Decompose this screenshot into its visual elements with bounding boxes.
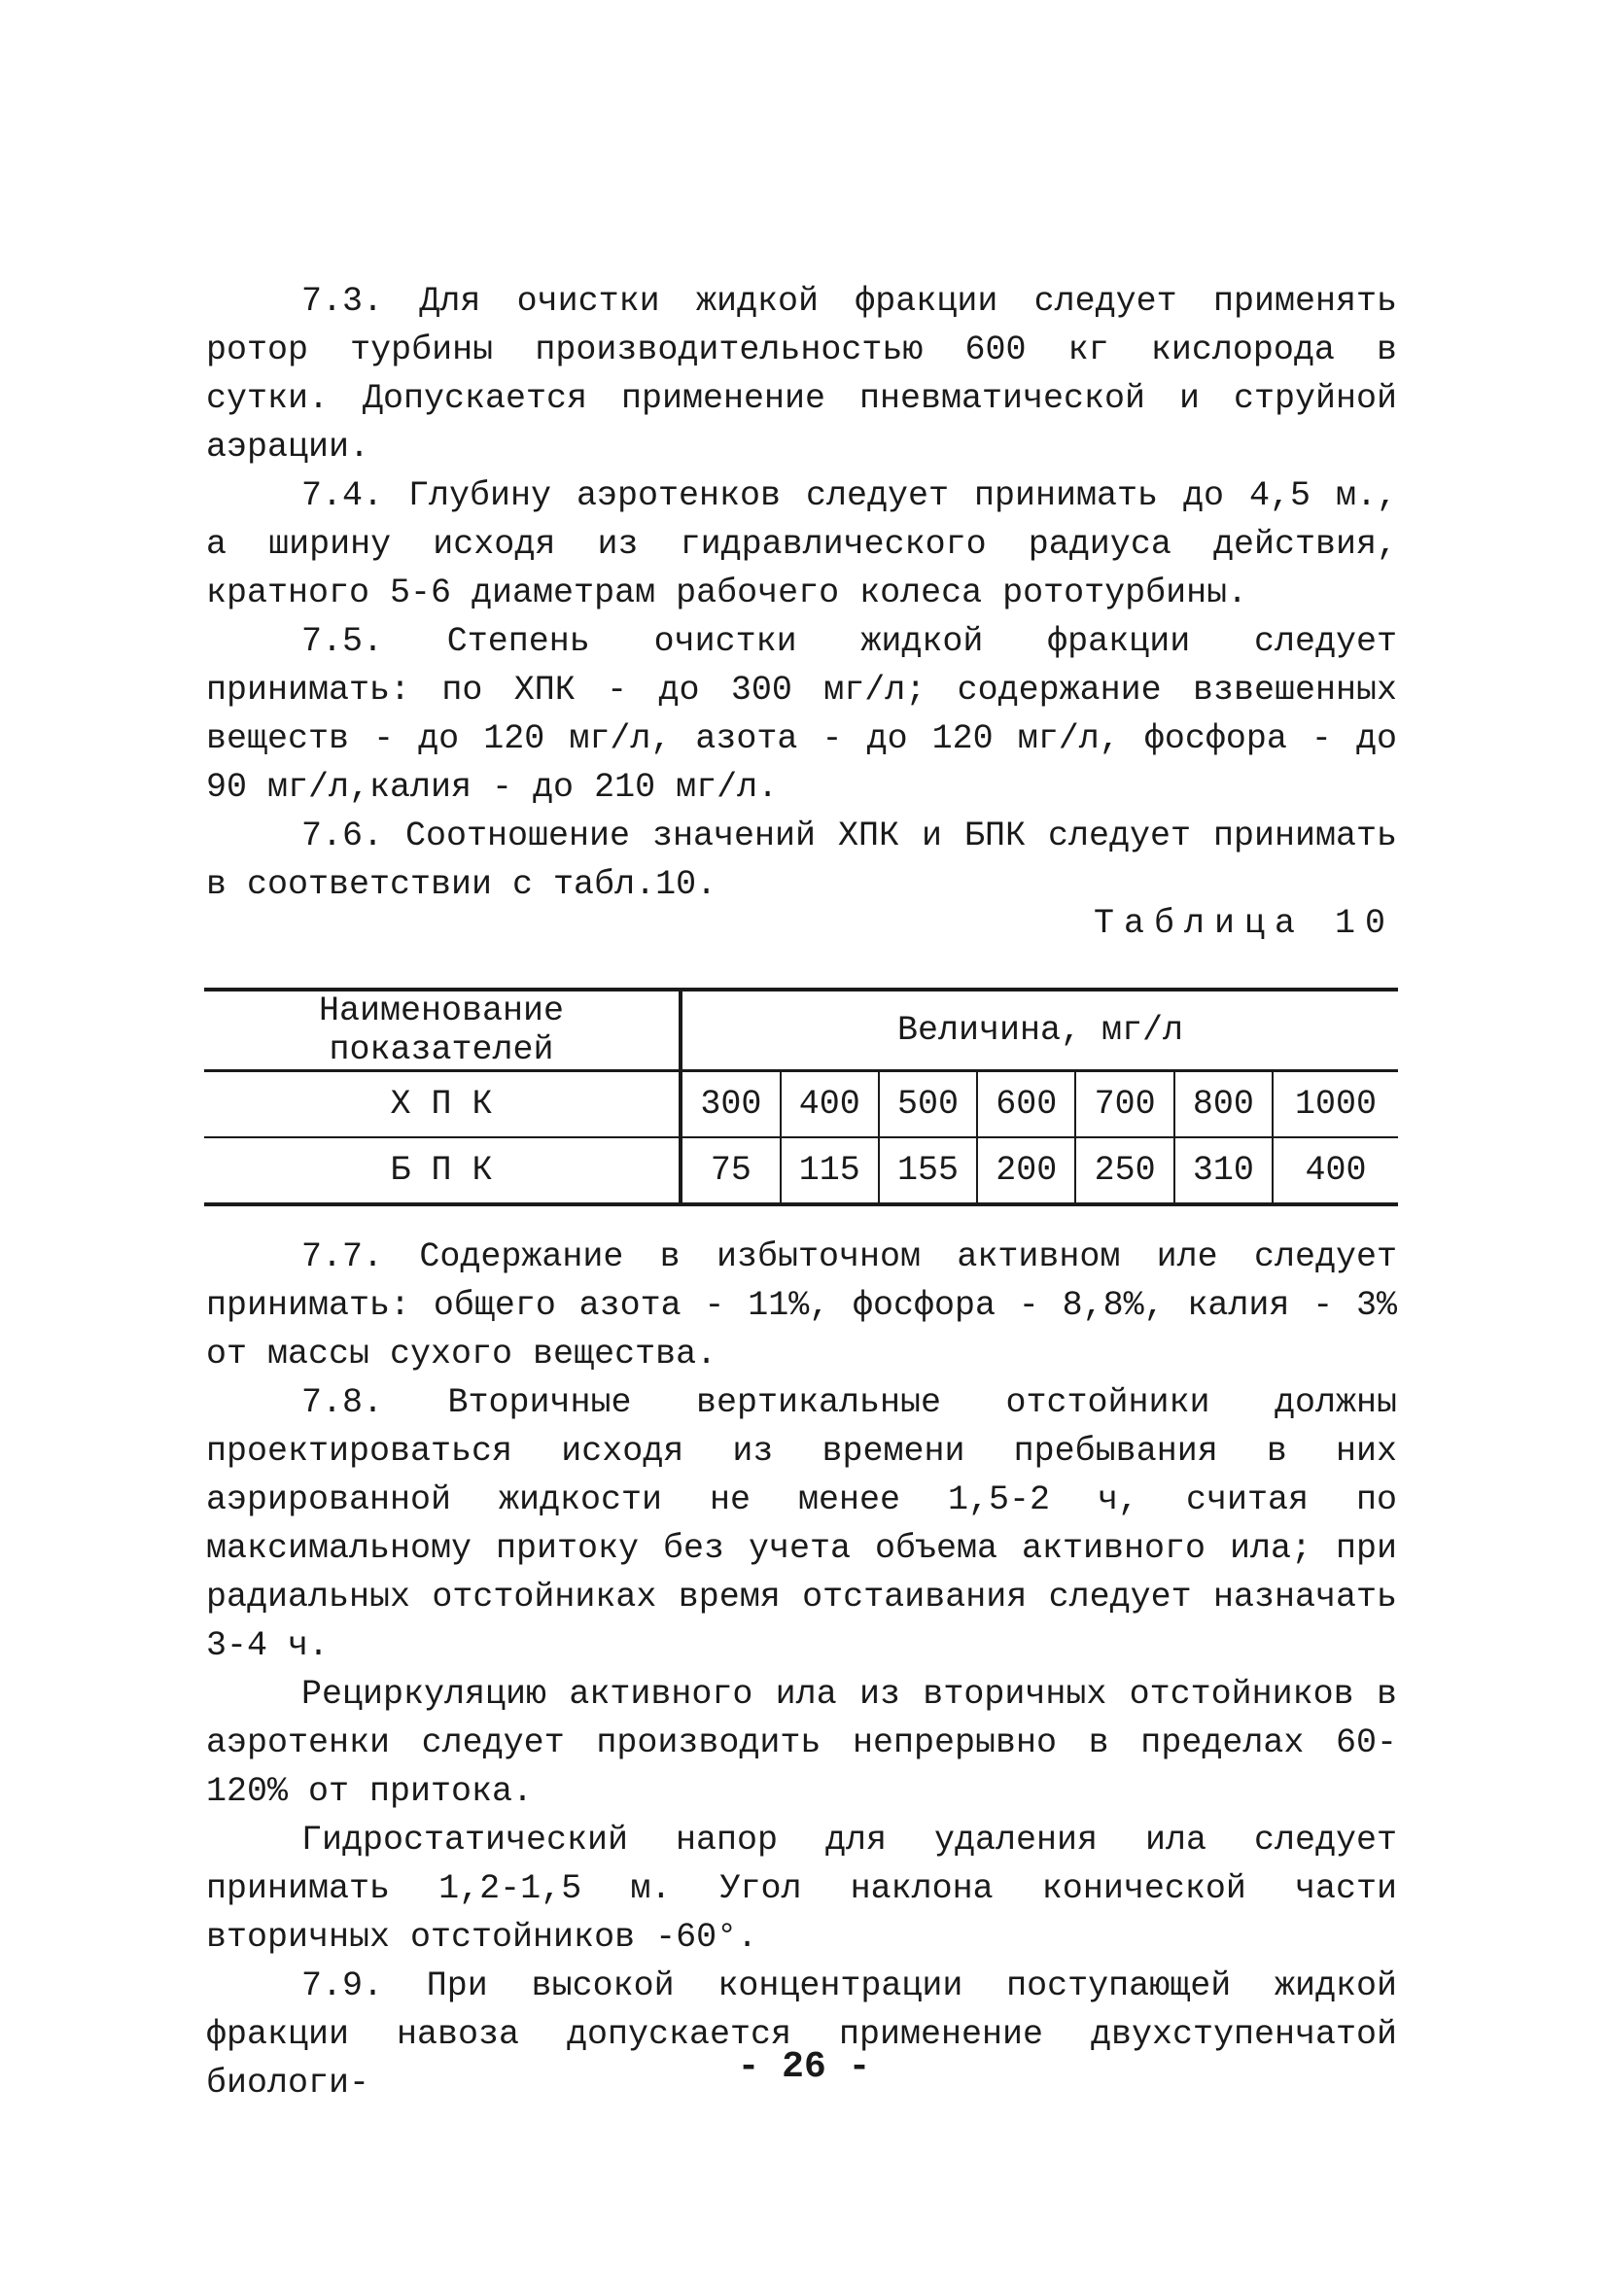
table-cell: 400: [781, 1071, 879, 1138]
table-cell: 200: [977, 1137, 1075, 1204]
table-cell: 250: [1075, 1137, 1173, 1204]
table-cell: 800: [1174, 1071, 1273, 1138]
paragraph-recirculation: Рециркуляцию активного ила из вторичных отстойников в аэротенки следует производить непрерывно в пределах 60-120% от притока.: [206, 1675, 1397, 1811]
table-cell: 310: [1174, 1137, 1273, 1204]
table-cell: 115: [781, 1137, 879, 1204]
paragraph-7-9: 7.9. При высокой концентрации поступающей жидкой фракции навоза допускается применение двухступенчатой биологи-: [206, 1966, 1397, 2103]
table-cell: 75: [681, 1137, 781, 1204]
paragraph-7-8: 7.8. Вторичные вертикальные отстойники должны проектироваться исходя из времени пребывания в них аэрированной жидкости не менее 1,5-2 ч, считая по максимальному притоку без учета объема активного ила; при радиальных отстойниках время отстаивания следует назначать 3-4 ч.: [206, 1383, 1397, 1665]
page-number: - 26 -: [737, 2046, 871, 2088]
table-cell: 400: [1273, 1137, 1398, 1204]
paragraph-7-5: 7.5. Степень очистки жидкой фракции следует принимать: по ХПК - до 300 мг/л; содержание взвешенных веществ - до 120 мг/л, азота - до 120 мг/л, фосфора - до 90 мг/л,калия - до 210 мг/л.: [206, 622, 1397, 807]
text-block-top: [206, 277, 1397, 909]
paragraph-7-7: 7.7. Содержание в избыточном активном иле следует принимать: общего азота - 11%, фосфора - 8,8%, калия - 3% от массы сухого вещества.: [206, 1237, 1397, 1374]
paragraph-7-6: 7.6. Соотношение значений ХПК и БПК следует принимать в соответствии с табл.10.: [206, 817, 1397, 904]
table-cell: 155: [879, 1137, 977, 1204]
header-name: Наименование показателей: [204, 990, 681, 1071]
header-value: Величина, мг/л: [681, 990, 1398, 1071]
text-block-bottom: [206, 1233, 1397, 2107]
table-cell: 500: [879, 1071, 977, 1138]
table-cell: 1000: [1273, 1071, 1398, 1138]
table-row: [204, 1071, 1398, 1138]
values-table: [204, 988, 1398, 1206]
paragraph-hydrostatic: Гидростатический напор для удаления ила следует принимать 1,2-1,5 м. Угол наклона конической части вторичных отстойников -60°.: [206, 1821, 1397, 1957]
row-name-bpk: Б П К: [204, 1137, 681, 1204]
row-name-xpk: Х П К: [204, 1071, 681, 1138]
table-cell: 700: [1075, 1071, 1173, 1138]
table-caption: Таблица 10: [1093, 904, 1395, 943]
table-header-row: [204, 990, 1398, 1071]
table-cell: 300: [681, 1071, 781, 1138]
paragraph-7-4: 7.4. Глубину аэротенков следует принимать до 4,5 м., а ширину исходя из гидравлического радиуса действия, кратного 5-6 диаметрам рабочего колеса рототурбины.: [206, 476, 1397, 612]
paragraph-7-3: 7.3. Для очистки жидкой фракции следует применять ротор турбины производительностью 600 кг кислорода в сутки. Допускается применение пневматической и струйной аэрации.: [206, 282, 1397, 467]
table-cell: 600: [977, 1071, 1075, 1138]
table-row: [204, 1137, 1398, 1204]
